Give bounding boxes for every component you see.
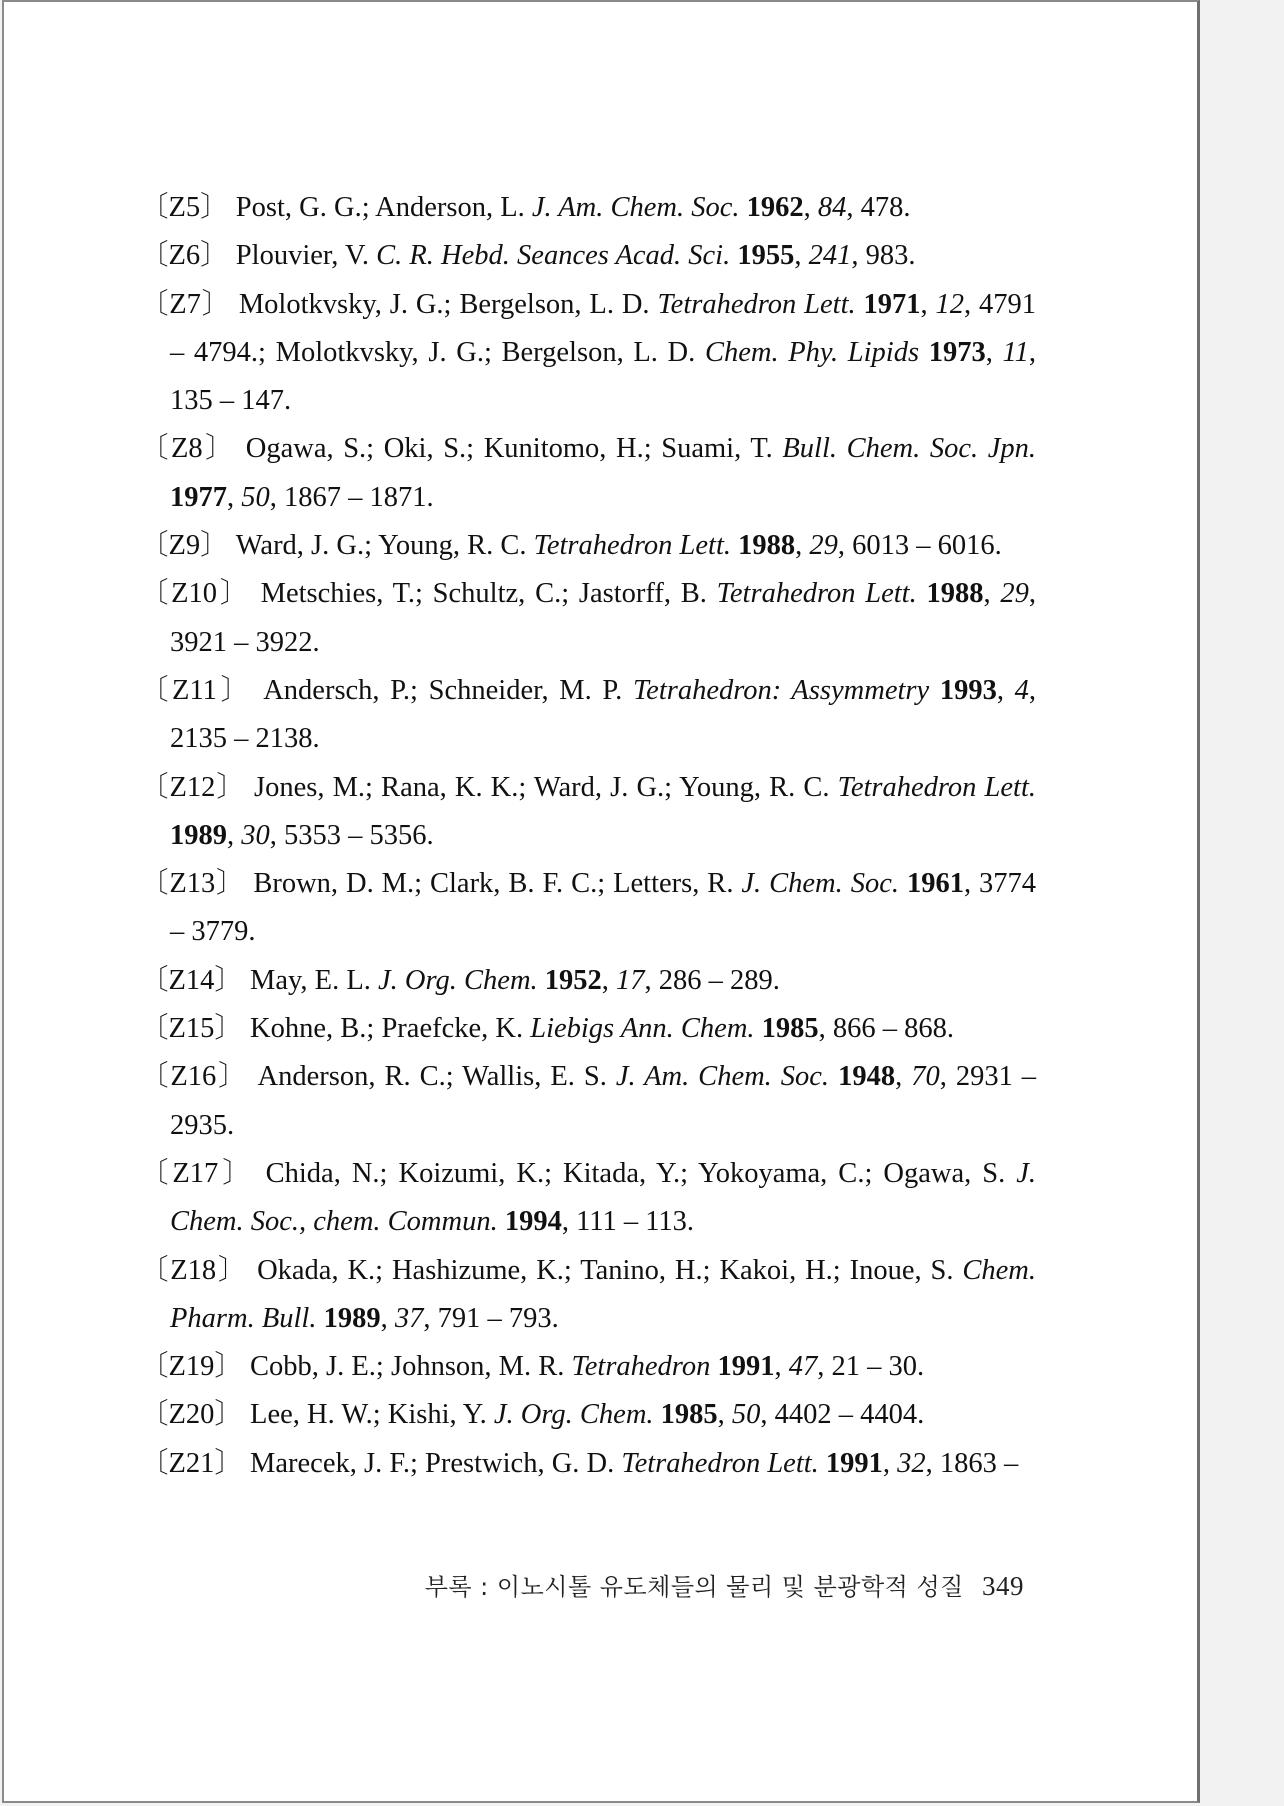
reference-item: 〔Z13〕 Brown, D. M.; Clark, B. F. C.; Letters, R. J. Chem. Soc. 1961, 3774 – 3779. (140, 868, 1037, 948)
reference-item: 〔Z16〕 Anderson, R. C.; Wallis, E. S. J. Am. Chem. Soc. 1948, 70, 2931 – 2935. (140, 1061, 1037, 1141)
reference-year: 1993 (939, 674, 997, 706)
reference-journal: C. R. Hebd. Seances Acad. Sci. (376, 240, 731, 272)
reference-label: 〔Z5〕 (140, 192, 229, 223)
reference-pages: 3921 – 3922. (170, 626, 320, 658)
reference-journal: Tetrahedron: Assymmetry (632, 674, 930, 706)
reference-authors: Ward, J. G.; Young, R. C. (235, 530, 527, 562)
reference-journal: J. Chem. Soc., chem. Commun. (170, 1157, 1037, 1238)
reference-pages: 4791 – 4794.; (170, 288, 1037, 368)
reference-item: 〔Z6〕 Plouvier, V. C. R. Hebd. Seances Acad. Sci. 1955, 241, 983. (140, 240, 916, 272)
reference-label: 〔Z11〕 (140, 674, 253, 706)
reference-label: 〔Z15〕 (140, 1013, 243, 1045)
reference-volume: 70 (911, 1061, 940, 1093)
reference-journal: Tetrahedron Lett. (621, 1447, 819, 1479)
reference-pages-2: 135 – 147. (170, 385, 292, 417)
reference-item: 〔Z8〕 Ogawa, S.; Oki, S.; Kunitomo, H.; Suami, T. Bull. Chem. Soc. Jpn. 1977, 50, 1867 – 1871. (140, 433, 1037, 513)
reference-year: 1989 (170, 819, 227, 851)
reference-item: 〔Z7〕 Molotkvsky, J. G.; Bergelson, L. D. Tetrahedron Lett. 1971, 12, 4791 – 4794.; Molotkvsky, J. G.; Bergelson, L. D. Chem. Phy. Lipids 1973, 11, 135 – 147. (140, 288, 1037, 417)
reference-pages: 2931 – 2935. (170, 1061, 1037, 1141)
page-footer (424, 1567, 1024, 1602)
reference-year: 1989 (323, 1302, 381, 1334)
reference-item: 〔Z20〕 Lee, H. W.; Kishi, Y. J. Org. Chem. 1985, 50, 4402 – 4404. (140, 1399, 925, 1431)
reference-journal: J. Org. Chem. (378, 964, 538, 996)
reference-journal: Tetrahedron Lett. (716, 578, 917, 610)
reference-item: 〔Z19〕 Cobb, J. E.; Johnson, M. R. Tetrahedron 1991, 47, 21 – 30. (140, 1351, 925, 1383)
reference-item: 〔Z9〕 Ward, J. G.; Young, R. C. Tetrahedron Lett. 1988, 29, 6013 – 6016. (140, 530, 1002, 562)
reference-volume: 17 (616, 964, 645, 996)
reference-authors: Brown, D. M.; Clark, B. F. C.; Letters, R. (253, 868, 734, 900)
reference-pages: 1867 – 1871. (284, 481, 434, 513)
reference-authors: Marecek, J. F.; Prestwich, G. D. (250, 1447, 615, 1479)
reference-label: 〔Z14〕 (140, 964, 243, 996)
reference-authors: Kohne, B.; Praefcke, K. (250, 1013, 524, 1045)
reference-pages: 3774 – 3779. (170, 868, 1037, 948)
reference-label: 〔Z21〕 (140, 1447, 243, 1479)
reference-volume: 4 (1014, 674, 1029, 706)
reference-label: 〔Z12〕 (140, 771, 246, 803)
reference-journal: Tetrahedron Lett. (657, 288, 856, 320)
reference-pages: 4402 – 4404. (774, 1399, 925, 1431)
reference-label: 〔Z18〕 (140, 1254, 249, 1286)
reference-pages: 1863 – (939, 1447, 1019, 1479)
reference-journal: J. Am. Chem. Soc. (531, 192, 740, 223)
reference-item: 〔Z10〕 Metschies, T.; Schultz, C.; Jastorff, B. Tetrahedron Lett. 1988, 29, 3921 – 3922. (140, 578, 1037, 658)
reference-volume: 32 (897, 1447, 926, 1479)
reference-year: 1988 (738, 530, 796, 562)
reference-item: 〔Z14〕 May, E. L. J. Org. Chem. 1952, 17, 286 – 289. (140, 964, 780, 996)
reference-label: 〔Z6〕 (140, 240, 229, 272)
reference-volume: 29 (809, 530, 838, 562)
reference-item: 〔Z15〕 Kohne, B.; Praefcke, K. Liebigs Ann. Chem. 1985, 866 – 868. (140, 1013, 955, 1045)
reference-year: 1977 (170, 481, 227, 513)
reference-pages: 2135 – 2138. (170, 723, 320, 755)
document-page (2, 0, 1200, 1803)
reference-authors: May, E. L. (250, 964, 371, 996)
reference-journal: Tetrahedron Lett. (533, 530, 732, 562)
reference-year: 1952 (544, 964, 602, 996)
reference-authors: Chida, N.; Koizumi, K.; Kitada, Y.; Yokoyama, C.; Ogawa, S. (265, 1157, 1006, 1189)
reference-authors: Jones, M.; Rana, K. K.; Ward, J. G.; Young, R. C. (254, 771, 830, 803)
reference-journal: Tetrahedron Lett. (837, 771, 1037, 803)
reference-item: 〔Z5〕 Post, G. G.; Anderson, L. J. Am. Chem. Soc. 1962, 84, 478. (140, 192, 911, 223)
reference-item: 〔Z21〕 Marecek, J. F.; Prestwich, G. D. Tetrahedron Lett. 1991, 32, 1863 – (140, 1447, 1019, 1479)
reference-label: 〔Z7〕 (140, 288, 231, 320)
reference-volume-2: 11 (1002, 336, 1029, 368)
reference-year: 1985 (660, 1399, 718, 1431)
reference-authors: Okada, K.; Hashizume, K.; Tanino, H.; Kakoi, H.; Inoue, S. (257, 1254, 954, 1286)
reference-list (140, 184, 1036, 1488)
reference-volume: 29 (1000, 578, 1029, 610)
reference-label: 〔Z8〕 (140, 433, 237, 465)
reference-year-2: 1973 (928, 336, 986, 368)
reference-label: 〔Z13〕 (140, 868, 246, 900)
reference-pages: 21 – 30. (831, 1351, 925, 1383)
reference-label: 〔Z19〕 (140, 1351, 243, 1383)
reference-volume: 50 (241, 481, 270, 513)
reference-volume: 84 (817, 192, 847, 223)
reference-year: 1971 (863, 288, 921, 320)
reference-volume: 241 (808, 240, 852, 272)
reference-label: 〔Z17〕 (140, 1157, 255, 1189)
page-number: 349 (982, 1571, 1024, 1601)
reference-pages: 5353 – 5356. (284, 819, 434, 851)
reference-year: 1985 (761, 1013, 819, 1045)
reference-item: 〔Z18〕 Okada, K.; Hashizume, K.; Tanino, H.; Kakoi, H.; Inoue, S. Chem. Pharm. Bull. 1989, 37, 791 – 793. (140, 1254, 1037, 1334)
reference-pages: 791 – 793. (437, 1302, 559, 1334)
reference-label: 〔Z10〕 (140, 578, 251, 610)
reference-authors: Andersch, P.; Schneider, M. P. (263, 674, 623, 706)
running-title: 부록 : 이노시톨 유도체들의 물리 및 분광학적 성질 (424, 1573, 964, 1601)
reference-journal: Bull. Chem. Soc. Jpn. (782, 433, 1037, 465)
reference-authors: Lee, H. W.; Kishi, Y. (250, 1399, 487, 1431)
reference-label: 〔Z16〕 (140, 1061, 249, 1093)
reference-year: 1988 (926, 578, 984, 610)
reference-authors: Plouvier, V. (235, 240, 370, 272)
reference-authors: Molotkvsky, J. G.; Bergelson, L. D. (238, 288, 650, 320)
reference-authors: Post, G. G.; Anderson, L. (235, 192, 525, 223)
reference-year: 1955 (737, 240, 795, 272)
reference-authors-2: Molotkvsky, J. G.; Bergelson, L. D. (275, 336, 696, 368)
reference-pages: 286 – 289. (658, 964, 780, 996)
reference-volume: 30 (241, 819, 270, 851)
reference-pages: 983. (865, 240, 916, 272)
reference-year: 1991 (825, 1447, 883, 1479)
reference-authors: Cobb, J. E.; Johnson, M. R. (250, 1351, 565, 1383)
reference-item: 〔Z17〕 Chida, N.; Koizumi, K.; Kitada, Y.; Yokoyama, C.; Ogawa, S. J. Chem. Soc., chem. Commun. 1994, 111 – 113. (140, 1157, 1037, 1238)
reference-label: 〔Z20〕 (140, 1399, 243, 1431)
reference-journal-2: Chem. Phy. Lipids (704, 336, 920, 368)
reference-pages: 6013 – 6016. (852, 530, 1002, 562)
reference-volume: 12 (935, 288, 965, 320)
reference-authors: Anderson, R. C.; Wallis, E. S. (257, 1061, 607, 1093)
reference-year: 1948 (838, 1061, 896, 1093)
reference-pages: 478. (860, 192, 911, 223)
reference-volume: 37 (394, 1302, 424, 1334)
reference-journal: J. Org. Chem. (493, 1399, 654, 1431)
reference-pages: 866 – 868. (832, 1013, 955, 1045)
reference-volume: 50 (731, 1399, 761, 1431)
reference-label: 〔Z9〕 (140, 530, 229, 562)
reference-item: 〔Z12〕 Jones, M.; Rana, K. K.; Ward, J. G.; Young, R. C. Tetrahedron Lett. 1989, 30, 5353 – 5356. (140, 771, 1037, 851)
reference-pages: 111 – 113. (576, 1206, 695, 1238)
reference-item: 〔Z11〕 Andersch, P.; Schneider, M. P. Tetrahedron: Assymmetry 1993, 4, 2135 – 2138. (140, 674, 1037, 755)
reference-year: 1994 (504, 1206, 562, 1238)
reference-journal: J. Chem. Soc. (741, 868, 899, 900)
reference-journal: Tetrahedron (571, 1351, 711, 1383)
reference-journal: J. Am. Chem. Soc. (615, 1061, 830, 1093)
reference-journal: Chem. Pharm. Bull. (170, 1254, 1037, 1334)
reference-authors: Ogawa, S.; Oki, S.; Kunitomo, H.; Suami, T. (245, 433, 773, 465)
reference-year: 1962 (746, 192, 804, 223)
reference-authors: Metschies, T.; Schultz, C.; Jastorff, B. (260, 578, 707, 610)
reference-year: 1991 (717, 1351, 775, 1383)
reference-journal: Liebigs Ann. Chem. (530, 1013, 755, 1045)
reference-volume: 47 (788, 1351, 818, 1383)
reference-year: 1961 (906, 868, 964, 900)
